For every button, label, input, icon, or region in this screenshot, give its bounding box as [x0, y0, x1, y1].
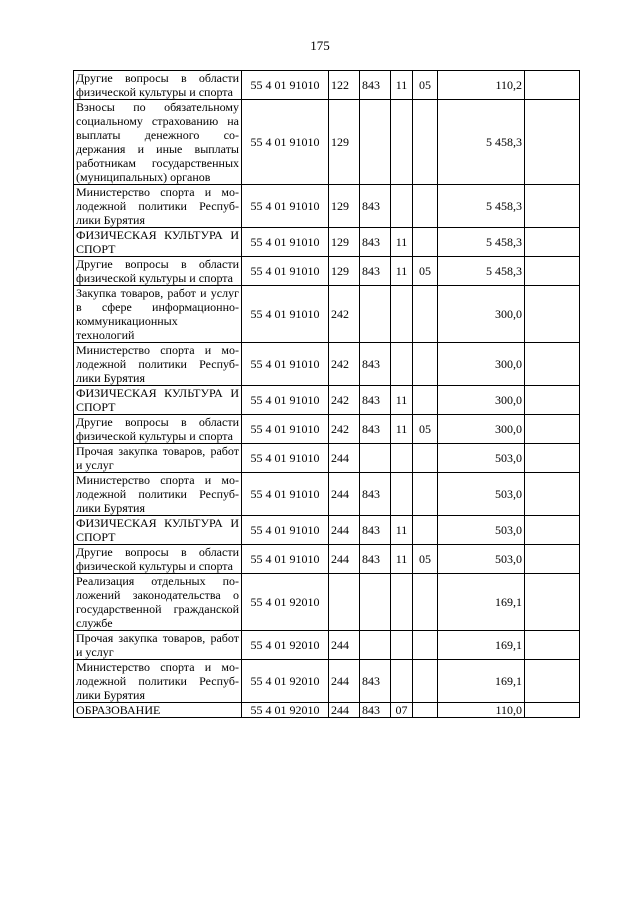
empty-cell [525, 473, 580, 516]
table-row [74, 100, 580, 185]
target-article-code-cell: 55 4 01 92010 [242, 574, 329, 631]
expense-type-code-cell: 242 [329, 343, 360, 386]
subsection-code-cell [413, 185, 438, 228]
amount-cell: 5 458,3 [438, 257, 525, 286]
target-article-code-cell: 55 4 01 91010 [242, 473, 329, 516]
ministry-code-cell [360, 631, 391, 660]
expense-name-cell: Другие вопросы в области физической культуры и спорта [74, 415, 242, 444]
ministry-code-cell: 843 [360, 660, 391, 703]
ministry-code-cell: 843 [360, 386, 391, 415]
table-row [74, 473, 580, 516]
expense-type-code-cell: 244 [329, 516, 360, 545]
table-row [74, 574, 580, 631]
empty-cell [525, 343, 580, 386]
empty-cell [525, 545, 580, 574]
expense-name-cell: Министерство спорта и молодежной политики Республики Бурятия [74, 185, 242, 228]
empty-cell [525, 660, 580, 703]
target-article-code-cell: 55 4 01 91010 [242, 100, 329, 185]
expense-name-cell: ОБРАЗОВАНИЕ [74, 703, 242, 718]
target-article-code-cell: 55 4 01 92010 [242, 660, 329, 703]
empty-cell [525, 257, 580, 286]
expense-name-cell: Другие вопросы в области физической культуры и спорта [74, 257, 242, 286]
amount-cell: 300,0 [438, 386, 525, 415]
subsection-code-cell [413, 574, 438, 631]
expense-name-cell: Другие вопросы в области физической культуры и спорта [74, 71, 242, 100]
expense-type-code-cell: 244 [329, 660, 360, 703]
amount-cell: 5 458,3 [438, 185, 525, 228]
ministry-code-cell: 843 [360, 516, 391, 545]
target-article-code-cell: 55 4 01 91010 [242, 444, 329, 473]
amount-cell: 169,1 [438, 660, 525, 703]
table-row [74, 71, 580, 100]
section-code-cell: 11 [391, 71, 413, 100]
table-row [74, 631, 580, 660]
expense-type-code-cell: 242 [329, 415, 360, 444]
empty-cell [525, 574, 580, 631]
expense-name-cell: ФИЗИЧЕСКАЯ КУЛЬТУРА И СПОРТ [74, 386, 242, 415]
ministry-code-cell: 843 [360, 703, 391, 718]
subsection-code-cell [413, 286, 438, 343]
expense-name-cell: Реализация отдельных положений законодательства о государственной гражданской службе [74, 574, 242, 631]
section-code-cell [391, 185, 413, 228]
target-article-code-cell: 55 4 01 92010 [242, 631, 329, 660]
ministry-code-cell: 843 [360, 473, 391, 516]
empty-cell [525, 286, 580, 343]
empty-cell [525, 444, 580, 473]
target-article-code-cell: 55 4 01 91010 [242, 185, 329, 228]
amount-cell: 5 458,3 [438, 228, 525, 257]
subsection-code-cell [413, 228, 438, 257]
expense-type-code-cell: 244 [329, 473, 360, 516]
section-code-cell [391, 343, 413, 386]
expense-name-cell: ФИЗИЧЕСКАЯ КУЛЬТУРА И СПОРТ [74, 516, 242, 545]
amount-cell: 300,0 [438, 415, 525, 444]
amount-cell: 503,0 [438, 545, 525, 574]
expense-name-cell: Взносы по обязательному социальному страхованию на выплаты денежного содержания и иные выплаты работникам государственных (муниципальных) органов [74, 100, 242, 185]
table-row [74, 386, 580, 415]
table-row [74, 660, 580, 703]
table-row [74, 545, 580, 574]
ministry-code-cell: 843 [360, 257, 391, 286]
empty-cell [525, 415, 580, 444]
amount-cell: 503,0 [438, 444, 525, 473]
section-code-cell: 11 [391, 386, 413, 415]
table-row [74, 343, 580, 386]
expense-name-cell: Министерство спорта и молодежной политики Республики Бурятия [74, 660, 242, 703]
amount-cell: 5 458,3 [438, 100, 525, 185]
ministry-code-cell: 843 [360, 185, 391, 228]
section-code-cell [391, 574, 413, 631]
expense-name-cell: Прочая закупка товаров, работ и услуг [74, 444, 242, 473]
expense-type-code-cell: 242 [329, 286, 360, 343]
target-article-code-cell: 55 4 01 91010 [242, 343, 329, 386]
target-article-code-cell: 55 4 01 91010 [242, 286, 329, 343]
expense-type-code-cell: 122 [329, 71, 360, 100]
target-article-code-cell: 55 4 01 92010 [242, 703, 329, 718]
section-code-cell [391, 660, 413, 703]
section-code-cell: 11 [391, 228, 413, 257]
section-code-cell [391, 100, 413, 185]
empty-cell [525, 516, 580, 545]
target-article-code-cell: 55 4 01 91010 [242, 257, 329, 286]
expense-type-code-cell: 129 [329, 257, 360, 286]
target-article-code-cell: 55 4 01 91010 [242, 516, 329, 545]
expense-type-code-cell: 244 [329, 703, 360, 718]
subsection-code-cell [413, 631, 438, 660]
expense-type-code-cell: 129 [329, 100, 360, 185]
section-code-cell: 11 [391, 257, 413, 286]
amount-cell: 169,1 [438, 574, 525, 631]
expense-type-code-cell: 244 [329, 545, 360, 574]
table-row [74, 415, 580, 444]
ministry-code-cell: 843 [360, 228, 391, 257]
amount-cell: 503,0 [438, 516, 525, 545]
target-article-code-cell: 55 4 01 91010 [242, 386, 329, 415]
target-article-code-cell: 55 4 01 91010 [242, 71, 329, 100]
table-row [74, 185, 580, 228]
table-row [74, 444, 580, 473]
expense-type-code-cell: 244 [329, 631, 360, 660]
table-row [74, 703, 580, 718]
amount-cell: 300,0 [438, 286, 525, 343]
expense-type-code-cell: 129 [329, 185, 360, 228]
expense-type-code-cell: 244 [329, 444, 360, 473]
section-code-cell: 11 [391, 516, 413, 545]
subsection-code-cell [413, 516, 438, 545]
expense-name-cell: Прочая закупка товаров, работ и услуг [74, 631, 242, 660]
section-code-cell [391, 444, 413, 473]
subsection-code-cell [413, 444, 438, 473]
subsection-code-cell [413, 660, 438, 703]
empty-cell [525, 185, 580, 228]
ministry-code-cell [360, 574, 391, 631]
ministry-code-cell: 843 [360, 415, 391, 444]
empty-cell [525, 228, 580, 257]
empty-cell [525, 386, 580, 415]
expense-name-cell: Закупка товаров, работ и услуг в сфере информационно-коммуникационных технологий [74, 286, 242, 343]
subsection-code-cell [413, 343, 438, 386]
page-number: 175 [310, 38, 330, 53]
amount-cell: 300,0 [438, 343, 525, 386]
table-row [74, 257, 580, 286]
expense-name-cell: Министерство спорта и молодежной политики Республики Бурятия [74, 343, 242, 386]
ministry-code-cell: 843 [360, 343, 391, 386]
section-code-cell: 07 [391, 703, 413, 718]
empty-cell [525, 631, 580, 660]
section-code-cell [391, 473, 413, 516]
expense-type-code-cell: 129 [329, 228, 360, 257]
expense-type-code-cell: 242 [329, 386, 360, 415]
budget-table [73, 70, 580, 718]
expense-type-code-cell [329, 574, 360, 631]
subsection-code-cell: 05 [413, 415, 438, 444]
ministry-code-cell [360, 100, 391, 185]
table-row [74, 516, 580, 545]
amount-cell: 110,0 [438, 703, 525, 718]
ministry-code-cell [360, 444, 391, 473]
ministry-code-cell [360, 286, 391, 343]
target-article-code-cell: 55 4 01 91010 [242, 228, 329, 257]
amount-cell: 169,1 [438, 631, 525, 660]
subsection-code-cell: 05 [413, 545, 438, 574]
empty-cell [525, 703, 580, 718]
subsection-code-cell [413, 100, 438, 185]
section-code-cell [391, 286, 413, 343]
table-row [74, 286, 580, 343]
target-article-code-cell: 55 4 01 91010 [242, 545, 329, 574]
amount-cell: 110,2 [438, 71, 525, 100]
subsection-code-cell: 05 [413, 71, 438, 100]
subsection-code-cell: 05 [413, 257, 438, 286]
amount-cell: 503,0 [438, 473, 525, 516]
expense-name-cell: Министерство спорта и молодежной политики Республики Бурятия [74, 473, 242, 516]
subsection-code-cell [413, 386, 438, 415]
empty-cell [525, 71, 580, 100]
subsection-code-cell [413, 473, 438, 516]
expense-name-cell: Другие вопросы в области физической культуры и спорта [74, 545, 242, 574]
section-code-cell: 11 [391, 415, 413, 444]
table-row [74, 228, 580, 257]
empty-cell [525, 100, 580, 185]
expense-name-cell: ФИЗИЧЕСКАЯ КУЛЬТУРА И СПОРТ [74, 228, 242, 257]
ministry-code-cell: 843 [360, 545, 391, 574]
subsection-code-cell [413, 703, 438, 718]
section-code-cell: 11 [391, 545, 413, 574]
section-code-cell [391, 631, 413, 660]
target-article-code-cell: 55 4 01 91010 [242, 415, 329, 444]
ministry-code-cell: 843 [360, 71, 391, 100]
